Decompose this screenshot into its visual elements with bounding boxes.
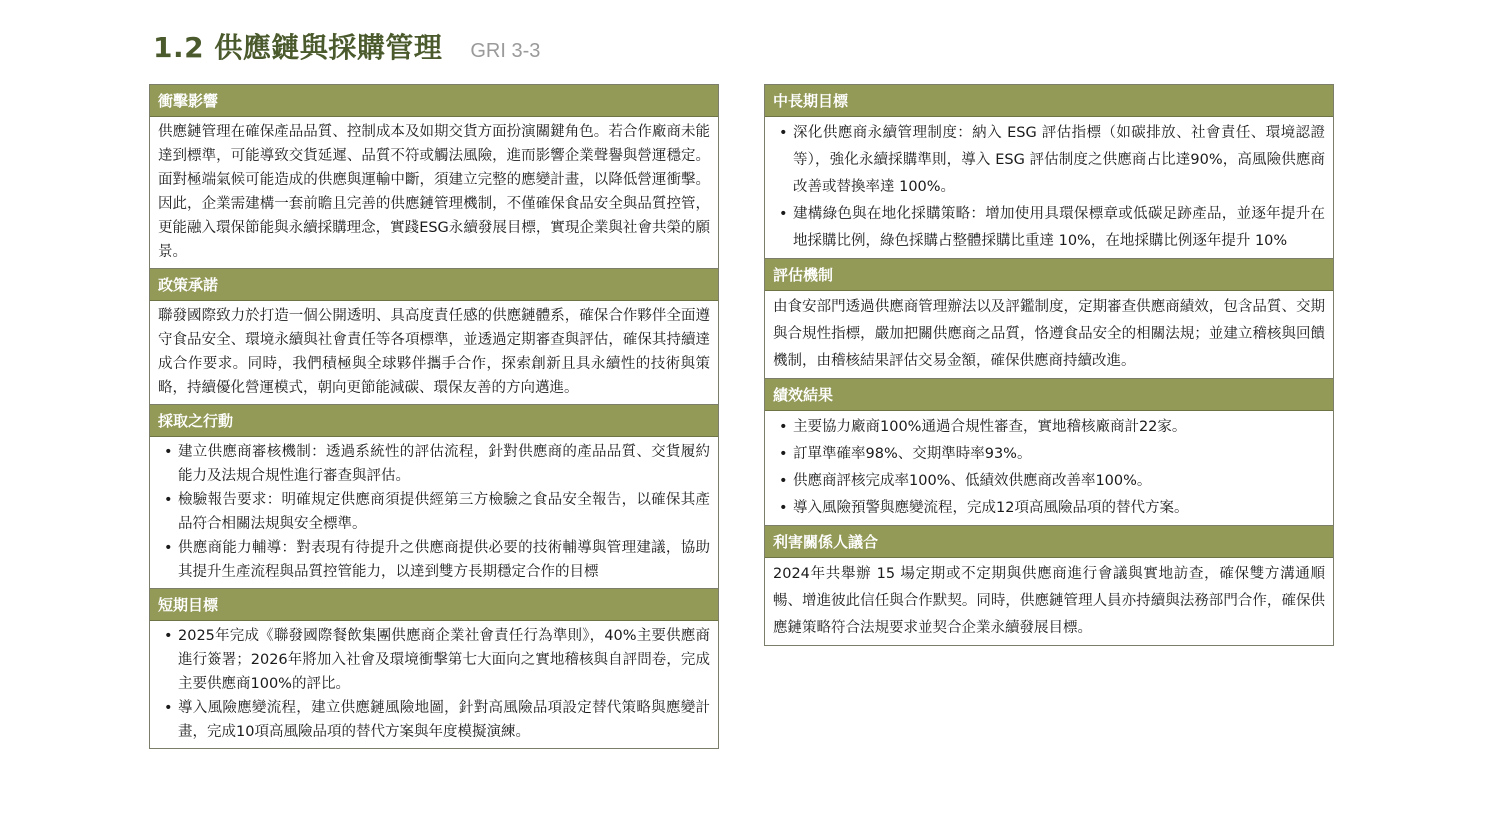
actions-list bbox=[158, 440, 710, 584]
policy-heading: 政策承諾 bbox=[150, 269, 718, 301]
actions-section bbox=[149, 405, 719, 589]
impact-heading: 衝擊影響 bbox=[150, 85, 718, 117]
list-item: • 檢驗報告要求：明確規定供應商須提供經第三方檢驗之食品安全報告，以確保其產品符合相關法規與安全標準。 bbox=[158, 488, 710, 536]
list-item: • 建構綠色與在地化採購策略：增加使用具環保標章或低碳足跡產品，並逐年提升在地採購比例，綠色採購占整體採購比重達 10%，在地採購比例逐年提升 10% bbox=[773, 201, 1325, 255]
evaluation-text: 由食安部門透過供應商管理辦法以及評鑑制度，定期審查供應商績效，包含品質、交期與合規性指標，嚴加把關供應商之品質，恪遵食品安全的相關法規；並建立稽核與回饋機制，由稽核結果評估交易金額，確保供應商持續改進。 bbox=[773, 299, 1325, 369]
long-goals-heading: 中長期目標 bbox=[765, 85, 1333, 117]
policy-section bbox=[149, 269, 719, 405]
actions-body bbox=[150, 437, 718, 588]
list-item: • 供應商評核完成率100%、低績效供應商改善率100%。 bbox=[773, 468, 1325, 495]
list-item: • 導入風險應變流程，建立供應鏈風險地圖，針對高風險品項設定替代策略與應變計畫，完成10項高風險品項的替代方案與年度模擬演練。 bbox=[158, 696, 710, 744]
left-column bbox=[149, 84, 719, 749]
list-item: • 供應商能力輔導：對表現有待提升之供應商提供必要的技術輔導與管理建議，協助其提升生產流程與品質控管能力，以達到雙方長期穩定合作的目標 bbox=[158, 536, 710, 584]
list-item: • 深化供應商永續管理制度：納入 ESG 評估指標（如碳排放、社會責任、環境認證等），強化永續採購準則，導入 ESG 評估制度之供應商占比達90%，高風險供應商改善或替換率達 100%。 bbox=[773, 120, 1325, 201]
results-list bbox=[773, 414, 1325, 522]
short-goals-body bbox=[150, 621, 718, 748]
short-goals-section bbox=[149, 589, 719, 749]
evaluation-heading: 評估機制 bbox=[765, 259, 1333, 291]
gri-reference: GRI 3-3 bbox=[470, 40, 541, 62]
stakeholder-section bbox=[764, 526, 1334, 646]
results-section bbox=[764, 379, 1334, 526]
impact-text: 供應鏈管理在確保產品品質、控制成本及如期交貨方面扮演關鍵角色。若合作廠商未能達到標準，可能導致交貨延遲、品質不符或觸法風險，進而影響企業聲譽與營運穩定。面對極端氣候可能造成的供應與運輸中斷，須建立完整的應變計畫，以降低營運衝擊。因此，企業需建構一套前瞻且完善的供應鏈管理機制，不僅確保食品安全與品質控管，更能融入環保節能與永續採購理念，實踐ESG永續發展目標，實現企業與社會共榮的願景。 bbox=[158, 124, 710, 260]
list-item: • 2025年完成《聯發國際餐飲集團供應商企業社會責任行為準則》，40%主要供應商進行簽署；2026年將加入社會及環境衝擊第七大面向之實地稽核與自評問卷，完成主要供應商100%的評比。 bbox=[158, 624, 710, 696]
results-heading: 績效結果 bbox=[765, 379, 1333, 411]
actions-heading: 採取之行動 bbox=[150, 405, 718, 437]
right-column bbox=[764, 84, 1334, 646]
evaluation-section bbox=[764, 259, 1334, 379]
long-goals-section bbox=[764, 84, 1334, 259]
impact-section bbox=[149, 84, 719, 269]
list-item: • 主要協力廠商100%通過合規性審查，實地稽核廠商計22家。 bbox=[773, 414, 1325, 441]
list-item: • 訂單準確率98%、交期準時率93%。 bbox=[773, 441, 1325, 468]
stakeholder-text: 2024年共舉辦 15 場定期或不定期與供應商進行會議與實地訪查，確保雙方溝通順暢、增進彼此信任與合作默契。同時，供應鏈管理人員亦持續與法務部門合作，確保供應鏈策略符合法規要求並契合企業永續發展目標。 bbox=[773, 566, 1325, 636]
list-item: • 導入風險預警與應變流程，完成12項高風險品項的替代方案。 bbox=[773, 495, 1325, 522]
short-goals-heading: 短期目標 bbox=[150, 589, 718, 621]
policy-text: 聯發國際致力於打造一個公開透明、具高度責任感的供應鏈體系，確保合作夥伴全面遵守食品安全、環境永續與社會責任等各項標準，並透過定期審查與評估，確保其持續達成合作要求。同時，我們積極與全球夥伴攜手合作，探索創新且具永續性的技術與策略，持續優化營運模式，朝向更節能減碳、環保友善的方向邁進。 bbox=[158, 308, 710, 396]
long-goals-list bbox=[773, 120, 1325, 255]
stakeholder-heading: 利害關係人議合 bbox=[765, 526, 1333, 558]
page-header bbox=[153, 26, 540, 66]
list-item: • 建立供應商審核機制：透過系統性的評估流程，針對供應商的產品品質、交貨履約能力及法規合規性進行審查與評估。 bbox=[158, 440, 710, 488]
results-body bbox=[765, 411, 1333, 525]
short-goals-list bbox=[158, 624, 710, 744]
page-title: 1.2 供應鏈與採購管理 bbox=[153, 31, 443, 64]
long-goals-body bbox=[765, 117, 1333, 258]
